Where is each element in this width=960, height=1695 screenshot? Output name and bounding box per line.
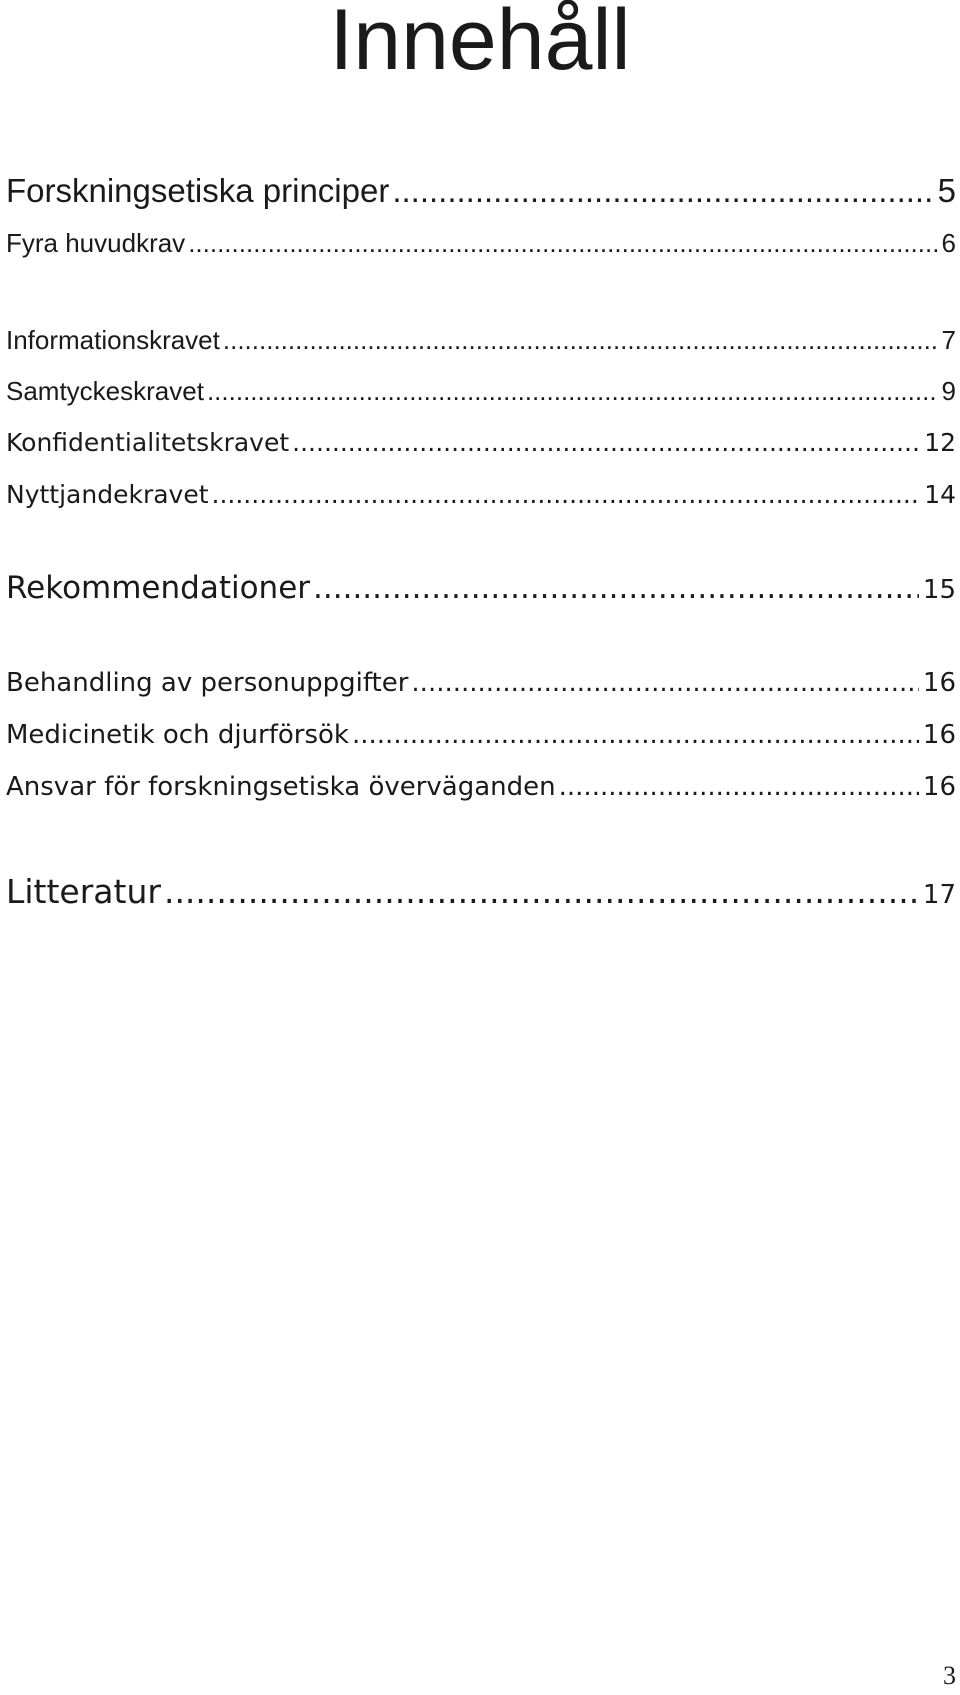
toc-entry-page: 9 (941, 376, 956, 406)
toc-entry-litteratur[interactable] (6, 872, 956, 911)
toc-entry-label: Samtyckeskravet (6, 376, 204, 406)
toc-dot-leader (223, 325, 938, 356)
toc-entry-label: Forskningsetiska principer (6, 172, 390, 209)
toc-entry-informationskravet[interactable] (6, 325, 956, 356)
toc-entry-ansvar-for-forskningsetiska-overvaganden[interactable] (6, 772, 956, 802)
toc-dot-leader (352, 720, 919, 750)
toc-dot-leader (411, 668, 918, 698)
toc-entry-medicinetik-och-djurforsok[interactable] (6, 720, 956, 750)
toc-entry-page: 16 (922, 772, 956, 802)
toc-entry-page: 16 (922, 720, 956, 750)
toc-entry-page: 16 (922, 668, 956, 698)
toc-dot-leader (212, 480, 921, 509)
toc-entry-rekommendationer[interactable] (6, 570, 956, 606)
toc-entry-fyra-huvudkrav[interactable] (6, 228, 956, 259)
toc-entry-nyttjandekravet[interactable] (6, 480, 956, 509)
toc-dot-leader (313, 570, 919, 606)
toc-entry-label: Informationskravet (6, 325, 220, 355)
toc-entry-page: 15 (922, 575, 956, 605)
page-number: 3 (943, 1661, 956, 1690)
toc-entry-page: 12 (924, 428, 956, 457)
toc-entry-behandling-av-personuppgifter[interactable] (6, 668, 956, 698)
toc-entry-label: Litteratur (6, 872, 161, 911)
toc-entry-label: Medicinetik och djurförsök (6, 720, 349, 750)
toc-entry-label: Behandling av personuppgifter (6, 668, 409, 698)
toc-dot-leader (188, 228, 937, 259)
toc-entry-samtyckeskravet[interactable] (6, 376, 956, 407)
toc-entry-label: Rekommendationer (6, 570, 311, 606)
toc-entry-label: Nyttjandekravet (6, 480, 209, 509)
page-title: Innehåll (329, 0, 631, 88)
toc-dot-leader (164, 872, 919, 911)
toc-dot-leader (207, 376, 938, 407)
toc-dot-leader (292, 428, 920, 457)
toc-entry-forskningsetiska-principer[interactable] (6, 172, 956, 210)
toc-entry-page: 5 (937, 172, 956, 209)
toc-entry-label: Konfidentialitetskravet (6, 428, 290, 457)
toc-entry-page: 17 (922, 880, 956, 910)
toc-entry-page: 6 (941, 228, 956, 258)
toc-dot-leader (392, 172, 933, 210)
toc-entry-label: Fyra huvudkrav (6, 228, 186, 258)
toc-dot-leader (559, 772, 919, 802)
toc-entry-label: Ansvar för forskningsetiska överväganden (6, 772, 556, 802)
toc-entry-page: 7 (941, 325, 956, 355)
toc-entry-page: 14 (924, 480, 956, 509)
toc-entry-konfidentialitetskravet[interactable] (6, 428, 956, 457)
